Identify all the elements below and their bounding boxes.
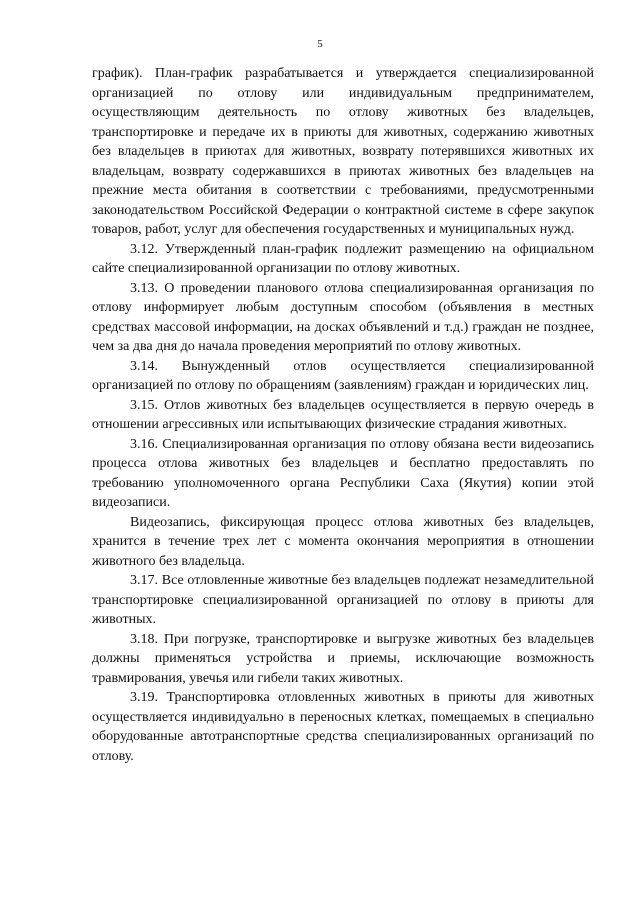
- paragraph-3-19: 3.19. Транспортировка отловленных животных в приюты для животных осуществляется индивидуально в переносных клетках, помещаемых в специально оборудованные автотранспортные средства специализированных организаций по отлову.: [92, 690, 594, 764]
- paragraph-3-16: 3.16. Специализированная организация по отлову обязана вести видеозапись процесса отлова животных без владельцев и бесплатно предоставлять по требованию уполномоченного органа Республики Саха (Якутия) копии этой видеозаписи.: [92, 436, 594, 510]
- paragraph-3-16-video: Видеозапись, фиксирующая процесс отлова животных без владельцев, хранится в течение трех лет с момента окончания мероприятия в отношении животного без владельца.: [92, 514, 594, 569]
- page-number: 5: [317, 38, 323, 50]
- paragraph-3-13: 3.13. О проведении планового отлова специализированная организация по отлову информирует любым доступным способом (объявления в местных средствах массовой информации, на досках объявлений и т.д.) граждан не позднее, чем за два дня до начала проведения мероприятий по отлову животных.: [92, 280, 594, 354]
- paragraph-continued: график). План-график разрабатывается и утверждается специализированной организацией по отлову или индивидуальным предпринимателем, осуществляющим деятельность по отлову животных без владельцев, транспортировке и передаче их в приюты для животных, содержанию животных без владельцев в приютах для животных, возврату потерявшихся животных их владельцам, возврату содержавшихся в приютах животных без владельцев на прежние места обитания в соответствии с требованиями, предусмотренными законодательством Российской Федерации о контрактной системе в сфере закупок товаров, работ, услуг для обеспечения государственных и муниципальных нужд.: [92, 66, 594, 237]
- paragraph-3-14: 3.14. Вынужденный отлов осуществляется специализированной организацией по отлову по обращениям (заявлениям) граждан и юридических лиц.: [92, 358, 594, 393]
- paragraph-3-17: 3.17. Все отловленные животные без владельцев подлежат незамедлительной транспортировке специализированной организацией по отлову в приюты для животных.: [92, 573, 594, 627]
- document-body: [92, 64, 594, 766]
- paragraph-3-18: 3.18. При погрузке, транспортировке и выгрузке животных без владельцев должны применяться устройства и приемы, исключающие возможность травмирования, увечья или гибели таких животных.: [92, 631, 594, 686]
- paragraph-3-12: 3.12. Утвержденный план-график подлежит размещению на официальном сайте специализированной организации по отлову животных.: [92, 241, 594, 276]
- paragraph-3-15: 3.15. Отлов животных без владельцев осуществляется в первую очередь в отношении агрессивных или испытывающих физические страдания животных.: [92, 397, 594, 432]
